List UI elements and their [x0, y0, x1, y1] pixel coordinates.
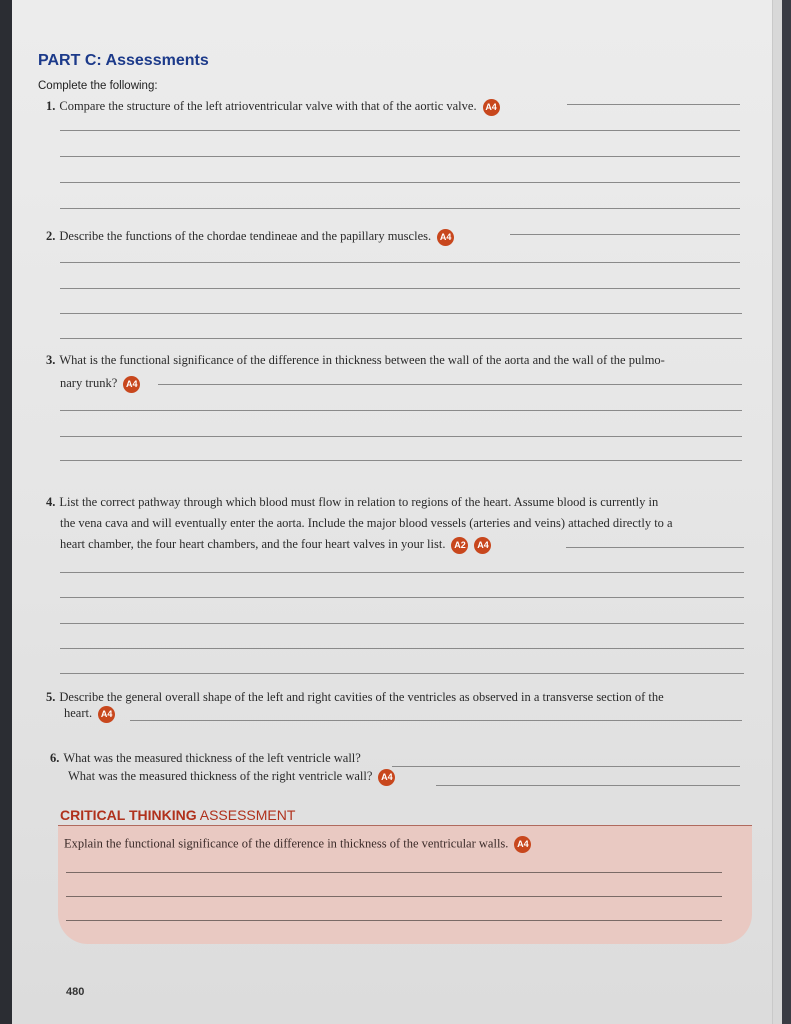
answer-line[interactable]: [566, 547, 744, 548]
answer-line[interactable]: [66, 920, 722, 921]
badge-a2-icon: A2: [451, 537, 468, 554]
critical-thinking-text: Explain the functional significance of the difference in thickness of the ventricular walls.: [64, 836, 509, 851]
question-3: [46, 350, 665, 370]
badge-a4-icon: A4: [437, 229, 454, 246]
answer-line[interactable]: [66, 896, 722, 897]
question-6: [50, 748, 361, 768]
question-6-continued: [68, 766, 395, 786]
answer-line[interactable]: [130, 720, 742, 721]
right-ventricle-answer-line[interactable]: [436, 785, 740, 786]
question-4-text-line3: heart chamber, the four heart chambers, and the four heart valves in your list.: [60, 537, 446, 551]
page-title: PART C: Assessments: [38, 52, 209, 69]
answer-line[interactable]: [60, 313, 742, 314]
page-right-edge: [772, 0, 782, 1024]
answer-line[interactable]: [60, 673, 744, 674]
answer-line[interactable]: [60, 130, 740, 131]
question-2: [46, 226, 454, 246]
question-3-text-line2: nary trunk?: [60, 376, 118, 390]
critical-thinking-title-rest: ASSESSMENT: [196, 807, 296, 823]
page-edge-shadow: [0, 0, 12, 1024]
question-4-number: 4.: [46, 495, 56, 509]
answer-line[interactable]: [60, 288, 740, 289]
question-1-number: 1.: [46, 99, 56, 113]
answer-line[interactable]: [60, 572, 744, 573]
question-5-text-line1: Describe the general overall shape of the left and right cavities of the ventricles as observed in a transverse section of the: [59, 690, 664, 704]
answer-line[interactable]: [60, 410, 742, 411]
question-2-text: Describe the functions of the chordae tendineae and the papillary muscles.: [59, 229, 432, 243]
question-4-text-line2: the vena cava and will eventually enter the aorta. Include the major blood vessels (arteries and veins) attached directly to a: [60, 516, 673, 530]
question-6-text-line1: What was the measured thickness of the left ventricle wall?: [63, 751, 361, 765]
question-5-text-line2: heart.: [64, 706, 93, 720]
badge-a4-icon: A4: [514, 836, 531, 853]
question-3-continued: [60, 373, 140, 393]
badge-a4-icon: A4: [483, 99, 500, 116]
question-4-line3: [60, 534, 491, 554]
question-3-number: 3.: [46, 353, 56, 367]
answer-line[interactable]: [60, 182, 740, 183]
answer-line[interactable]: [158, 384, 742, 385]
question-4-line2: [60, 513, 673, 533]
question-4-text-line1: List the correct pathway through which blood must flow in relation to regions of the heart. Assume blood is currently in: [59, 495, 659, 509]
badge-a4-icon: A4: [378, 769, 395, 786]
answer-line[interactable]: [567, 104, 740, 105]
question-1-text: Compare the structure of the left atrioventricular valve with that of the aortic valve.: [59, 99, 477, 113]
instruction-text: Complete the following:: [38, 80, 158, 92]
critical-thinking-question: [64, 836, 531, 853]
badge-a4-icon: A4: [123, 376, 140, 393]
question-5-number: 5.: [46, 690, 56, 704]
answer-line[interactable]: [60, 460, 742, 461]
answer-line[interactable]: [60, 338, 742, 339]
answer-line[interactable]: [60, 262, 740, 263]
answer-line[interactable]: [60, 648, 744, 649]
badge-a4-icon: A4: [98, 706, 115, 723]
question-4: [46, 492, 658, 512]
answer-line[interactable]: [60, 436, 742, 437]
answer-line[interactable]: [60, 597, 744, 598]
answer-line[interactable]: [66, 872, 722, 873]
left-ventricle-answer-line[interactable]: [392, 766, 740, 767]
question-5: [46, 687, 664, 707]
answer-line[interactable]: [60, 156, 740, 157]
question-6-number: 6.: [50, 751, 60, 765]
critical-thinking-rule: [58, 825, 752, 826]
answer-line[interactable]: [60, 623, 744, 624]
question-1: [46, 96, 500, 116]
question-2-number: 2.: [46, 229, 56, 243]
question-6-text-line2: What was the measured thickness of the right ventricle wall?: [68, 769, 373, 783]
badge-a4-icon: A4: [474, 537, 491, 554]
answer-line[interactable]: [60, 208, 740, 209]
question-3-text-line1: What is the functional significance of the difference in thickness between the wall of the aorta and the wall of the pulmo-: [59, 353, 665, 367]
critical-thinking-title-bold: CRITICAL THINKING: [60, 807, 197, 823]
critical-thinking-title: [60, 807, 295, 823]
question-5-continued: [64, 703, 115, 723]
answer-line[interactable]: [510, 234, 740, 235]
workbook-page: [12, 0, 782, 1024]
page-number: 480: [66, 986, 85, 998]
